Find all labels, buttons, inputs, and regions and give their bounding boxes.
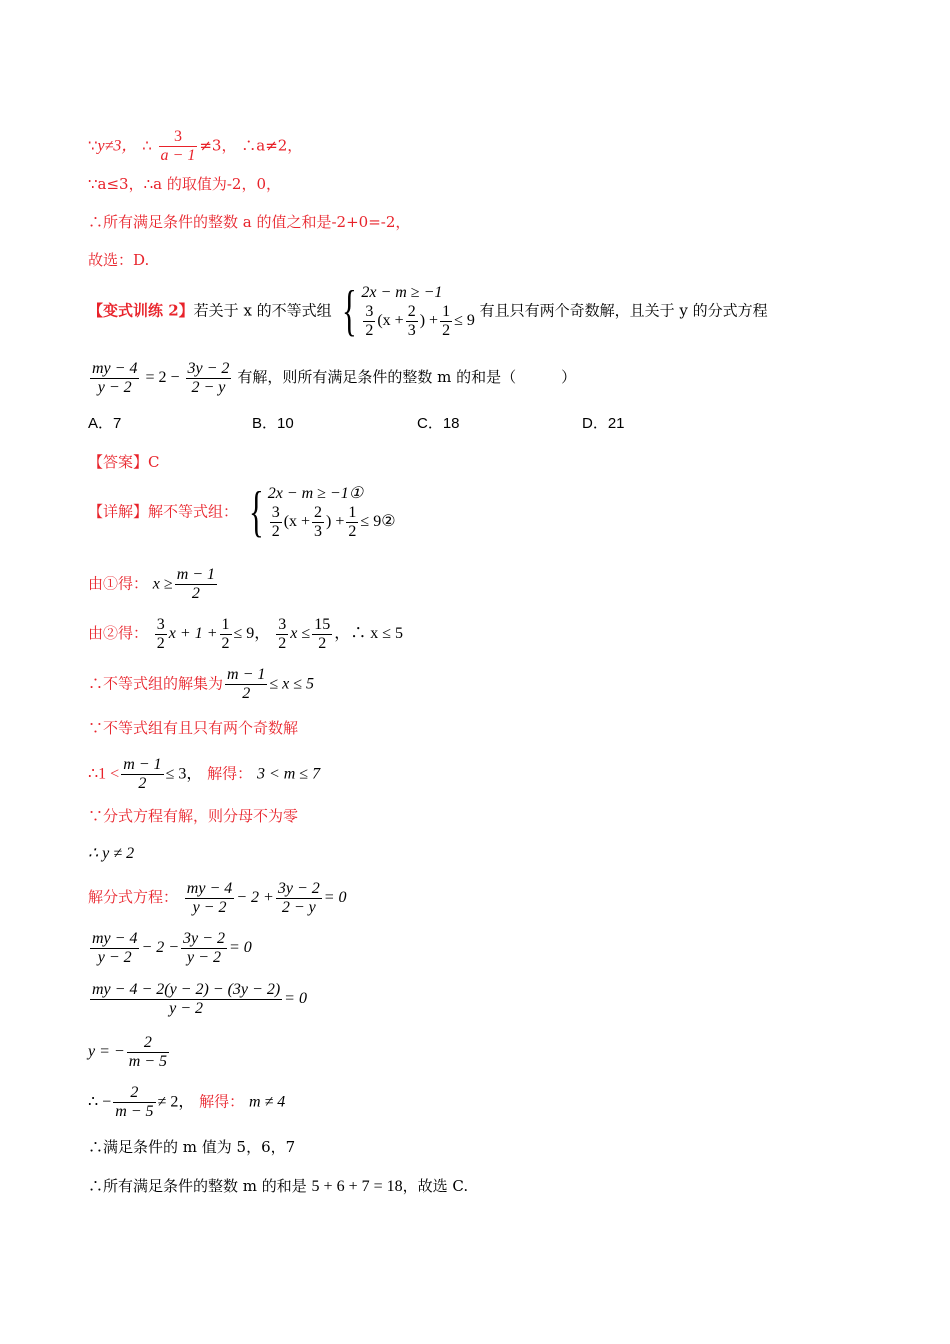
line-y-neq-3 (88, 128, 302, 165)
variant-tag: 【变式训练 2】 (88, 301, 194, 320)
numerator: 3 (173, 128, 182, 145)
detail-line (88, 481, 396, 543)
step-final-sum: ∴所有满足条件的整数 m 的和是 5 + 6 + 7 = 18，故选 C. (88, 1177, 469, 1195)
variant-question-line1 (88, 280, 768, 342)
fraction-3-over-a-1 (159, 128, 198, 165)
detail-inequality-2: $\frac{3}{2}$ (x + $\frac{2}{3}$ ) + $\frac{1}{2}$ ≤ 9② (271, 504, 396, 540)
left-brace: { (248, 481, 264, 543)
line-sum-a: ∴所有满足条件的整数 a 的值之和是-2+0=-2， (88, 213, 411, 231)
step-m-values: ∴满足条件的 m 值为 5，6，7 (88, 1138, 296, 1156)
question-stem-a: 若关于 x 的不等式组 (193, 301, 332, 320)
step-equation-3: $\frac{my - 4 - 2(y - 2) - (3y - 2)}{y - 2}$ = 0 (92, 981, 307, 1017)
left-brace: { (342, 280, 358, 342)
step-m-range: ∴1 < $\frac{m - 1}{2}$ ≤ 3， 解得： 3 < m ≤ 7 (88, 756, 321, 792)
step-y-value: y = − $\frac{2}{m - 5}$ (88, 1034, 168, 1070)
step-solve-equation: 解分式方程： $\frac{my - 4}{y - 2}$ − 2 + $\frac{3y - 2}{2 - y}$ = 0 (88, 880, 347, 916)
option-d: D．21 (582, 415, 625, 432)
detail-inequality-1: 2x − m ≥ −1① (267, 485, 364, 502)
detail-label: 【详解】解不等式组： (88, 502, 239, 521)
inequality-system (336, 280, 475, 342)
step-from-1: 由①得： x ≥ $\frac{m - 1}{2}$ (88, 566, 216, 602)
step-m-neq-4: ∴ − $\frac{2}{m - 5}$ ≠ 2， 解得： m ≠ 4 (88, 1084, 286, 1120)
answer-label: 【答案】C (88, 453, 160, 471)
neq-3: ≠3， (199, 136, 237, 155)
question-stem-b: 有且只有两个奇数解，且关于 y 的分式方程 (479, 301, 768, 320)
line-choose-d: 故选：D. (88, 251, 150, 269)
inequality-1: 2x − m ≥ −1 (361, 284, 443, 301)
variant-question-line2 (88, 360, 576, 397)
step-two-odd: ∵不等式组有且只有两个奇数解 (88, 719, 299, 737)
option-c: C．18 (417, 415, 460, 432)
inequality-2: $\frac{3}{2}$ (x + $\frac{2}{3}$ ) + $\frac{1}{2}$ ≤ 9 (365, 303, 475, 339)
step-equation-2: $\frac{my - 4}{y - 2}$ − 2 − $\frac{3y - 2}{y - 2}$ = 0 (92, 930, 252, 966)
option-b: B．10 (252, 415, 294, 432)
question-stem-c: 有解，则所有满足条件的整数 m 的和是（ ） (237, 368, 577, 387)
line-a-values: ∵a≤3，∴a 的取值为-2，0， (88, 175, 282, 193)
because-symbol: ∵ (88, 136, 98, 155)
denominator: a − 1 (160, 147, 196, 164)
step-solution-set: ∴不等式组的解集为 $\frac{m - 1}{2}$ ≤ x ≤ 5 (88, 666, 315, 702)
fractional-equation: $\frac{my - 4}{y - 2}$ = 2 − $\frac{3y - 2}{2 - y}$ (92, 360, 230, 396)
step-y-neq-2: ∴ y ≠ 2 (88, 845, 135, 862)
option-a: A．7 (88, 415, 122, 432)
step-denominator: ∵分式方程有解，则分母不为零 (88, 807, 299, 825)
detail-inequality-system (243, 481, 396, 543)
y-neq-3: y≠3， (97, 137, 138, 155)
step-from-2: 由②得： $\frac{3}{2}$ x + 1 + $\frac{1}{2}$ ≤ 9， $\frac{3}{2}$ x ≤ $\frac{15}{2}$ ，∴ x ≤ 5 (88, 616, 403, 652)
a-neq-2: ∴a≠2， (241, 136, 303, 155)
therefore-symbol: ∴ (142, 136, 152, 155)
